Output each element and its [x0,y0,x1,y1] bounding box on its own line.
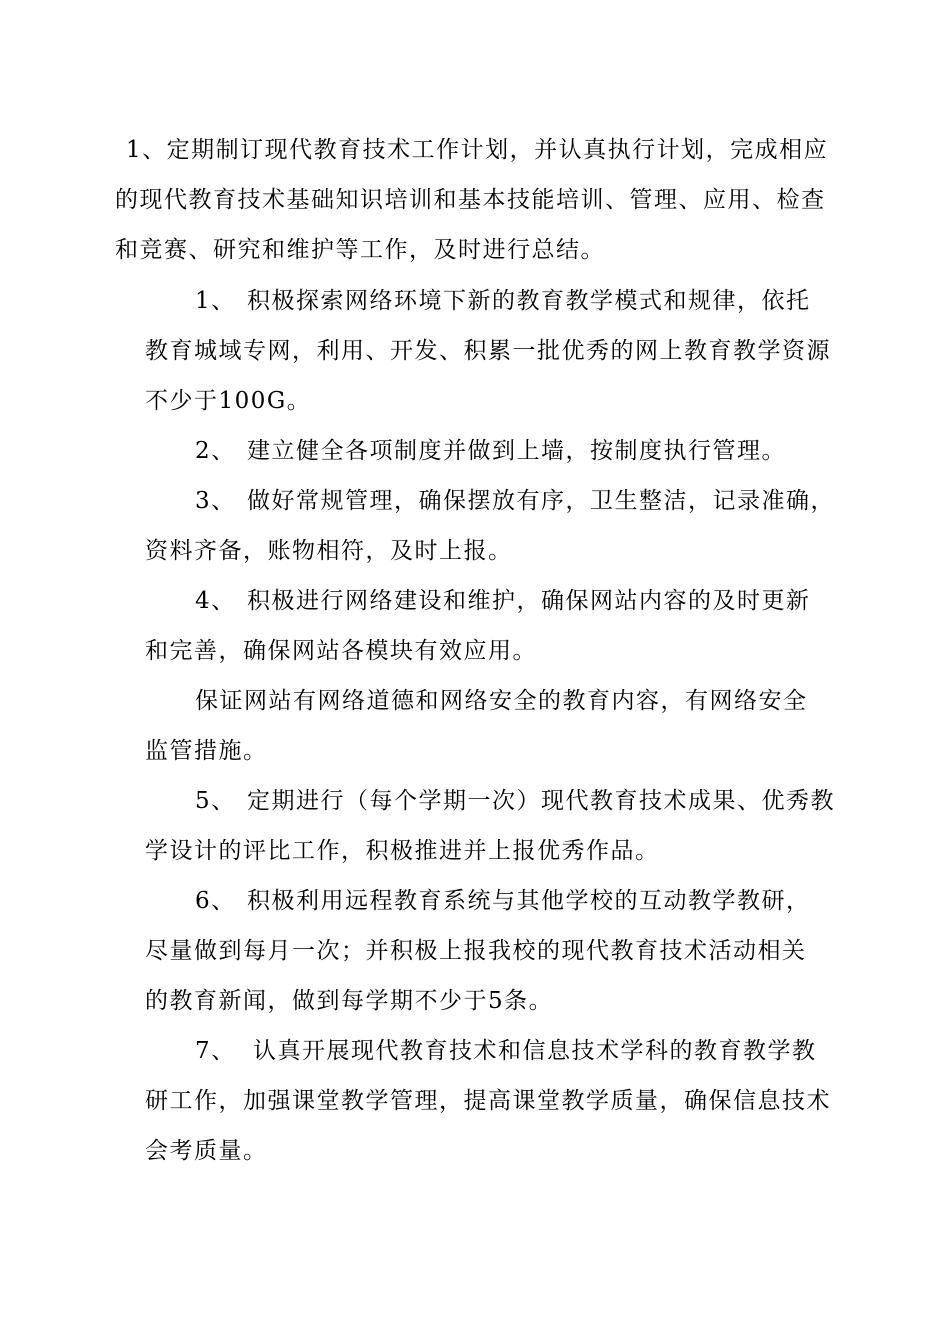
item-4-number: 4、 [195,588,236,614]
item-6-text-1: 积极利用远程教育系统与其他学校的互动教学教研， [247,888,811,914]
item-1-text-1: 积极探索网络环境下新的教育教学模式和规律，依托 [247,288,811,314]
item-4-line-1 [195,586,811,616]
item-1-line-1 [195,286,811,316]
item-3-number: 3、 [195,488,236,514]
intro-line-2: 的现代教育技术基础知识培训和基本技能培训、管理、应用、检查 [115,187,826,213]
item-4-line-2: 和完善，确保网站各模块有效应用。 [145,638,537,664]
item-3-line-1 [195,486,835,516]
intro-line-3: 和竞赛、研究和维护等工作，及时进行总结。 [115,237,605,263]
item-7-line-1 [195,1036,817,1066]
item-1-line-2: 教育城域专网，利用、开发、积累一批优秀的网上教育教学资源 [145,338,831,364]
item-7-line-2: 研工作，加强课堂教学管理，提高课堂教学质量，确保信息技术 [145,1088,831,1114]
item-5-number: 5、 [195,788,236,814]
item-7-line-3: 会考质量。 [145,1138,268,1164]
item-2-number: 2、 [195,438,236,464]
item-5-line-1 [195,786,835,816]
item-4-text-1: 积极进行网络建设和维护，确保网站内容的及时更新 [247,588,811,614]
item-6-line-3: 的教育新闻，做到每学期不少于5条。 [145,988,554,1014]
item-7-text-1: 认真开展现代教育技术和信息技术学科的教育教学教 [253,1038,817,1064]
item-2-line-1 [195,436,786,466]
item-1-number: 1、 [195,288,236,314]
note-line-2: 监管措施。 [145,738,268,764]
intro-line-1: 1、定期制订现代教育技术工作计划，并认真执行计划，完成相应 [126,137,829,163]
note-line-1: 保证网站有网络道德和网络安全的教育内容，有网络安全 [195,688,808,714]
item-2-text-1: 建立健全各项制度并做到上墙，按制度执行管理。 [247,438,786,464]
item-5-text-1: 定期进行（每个学期一次）现代教育技术成果、优秀教 [247,788,835,814]
item-3-text-1: 做好常规管理，确保摆放有序，卫生整洁，记录准确， [247,488,835,514]
item-1-line-3: 不少于100G。 [145,388,312,414]
item-6-line-2: 尽量做到每月一次；并积极上报我校的现代教育技术活动相关 [145,938,807,964]
item-6-number: 6、 [195,888,236,914]
item-3-line-2: 资料齐备，账物相符，及时上报。 [145,538,513,564]
item-6-line-1 [195,886,811,916]
item-7-number: 7、 [195,1038,236,1064]
item-5-line-2: 学设计的评比工作，积极推进并上报优秀作品。 [145,838,660,864]
